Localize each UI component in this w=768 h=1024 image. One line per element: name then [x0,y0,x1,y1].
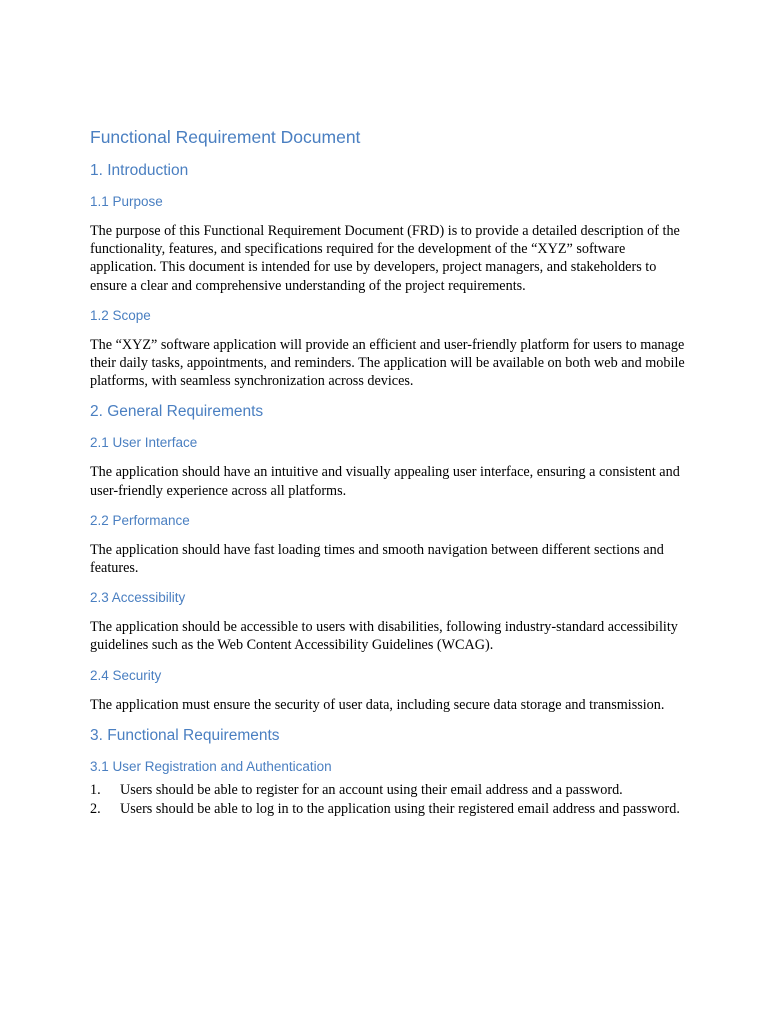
document-title: Functional Requirement Document [90,127,361,147]
user-interface-paragraph: The application should have an intuitive and visually appealing user interface, ensuring a consistent and user-friendly experience across all platforms. [90,464,680,499]
subsection-heading-security: 2.4 Security [90,667,162,683]
purpose-paragraph: The purpose of this Functional Requirement Document (FRD) is to provide a detailed description of the functionality, features, and specifications required for the development of the “XYZ” software application. This document is intended for use by developers, project managers, and stakeholders to ensure a clear and comprehensive understanding of the project requirements. [90,223,680,294]
subsection-heading-user-interface: 2.1 User Interface [90,435,198,451]
registration-requirements-list [90,781,690,818]
section-heading-general-requirements: 2. General Requirements [90,403,264,421]
subsection-heading-purpose: 1.1 Purpose [90,194,163,209]
document-content [90,124,690,819]
accessibility-paragraph: The application should be accessible to users with disabilities, following industry-standard accessibility guidelines such as the Web Content Accessibility Guidelines (WCAG). [90,619,678,654]
security-paragraph: The application must ensure the security of user data, including secure data storage and transmission. [90,696,665,713]
subsection-heading-registration: 3.1 User Registration and Authentication [90,758,332,774]
subsection-heading-scope: 1.2 Scope [90,307,151,323]
subsection-heading-accessibility: 2.3 Accessibility [90,590,186,606]
subsection-heading-performance: 2.2 Performance [90,512,190,528]
list-item-number: 2. [90,801,101,818]
scope-paragraph: The “XYZ” software application will provide an efficient and user-friendly platform for users to manage their daily tasks, appointments, and reminders. The application will be available on both web and mobile platforms, with seamless synchronization across devices. [90,336,685,390]
performance-paragraph: The application should have fast loading times and smooth navigation between different sections and features. [90,541,664,577]
list-item [90,781,690,799]
list-item-text: Users should be able to register for an account using their email address and a password. [120,781,623,798]
list-item-text: Users should be able to log in to the application using their registered email address and password. [120,801,680,818]
list-item [90,800,690,818]
section-heading-functional-requirements: 3. Functional Requirements [90,726,280,744]
list-item-number: 1. [90,781,101,798]
section-heading-introduction: 1. Introduction [90,162,189,179]
